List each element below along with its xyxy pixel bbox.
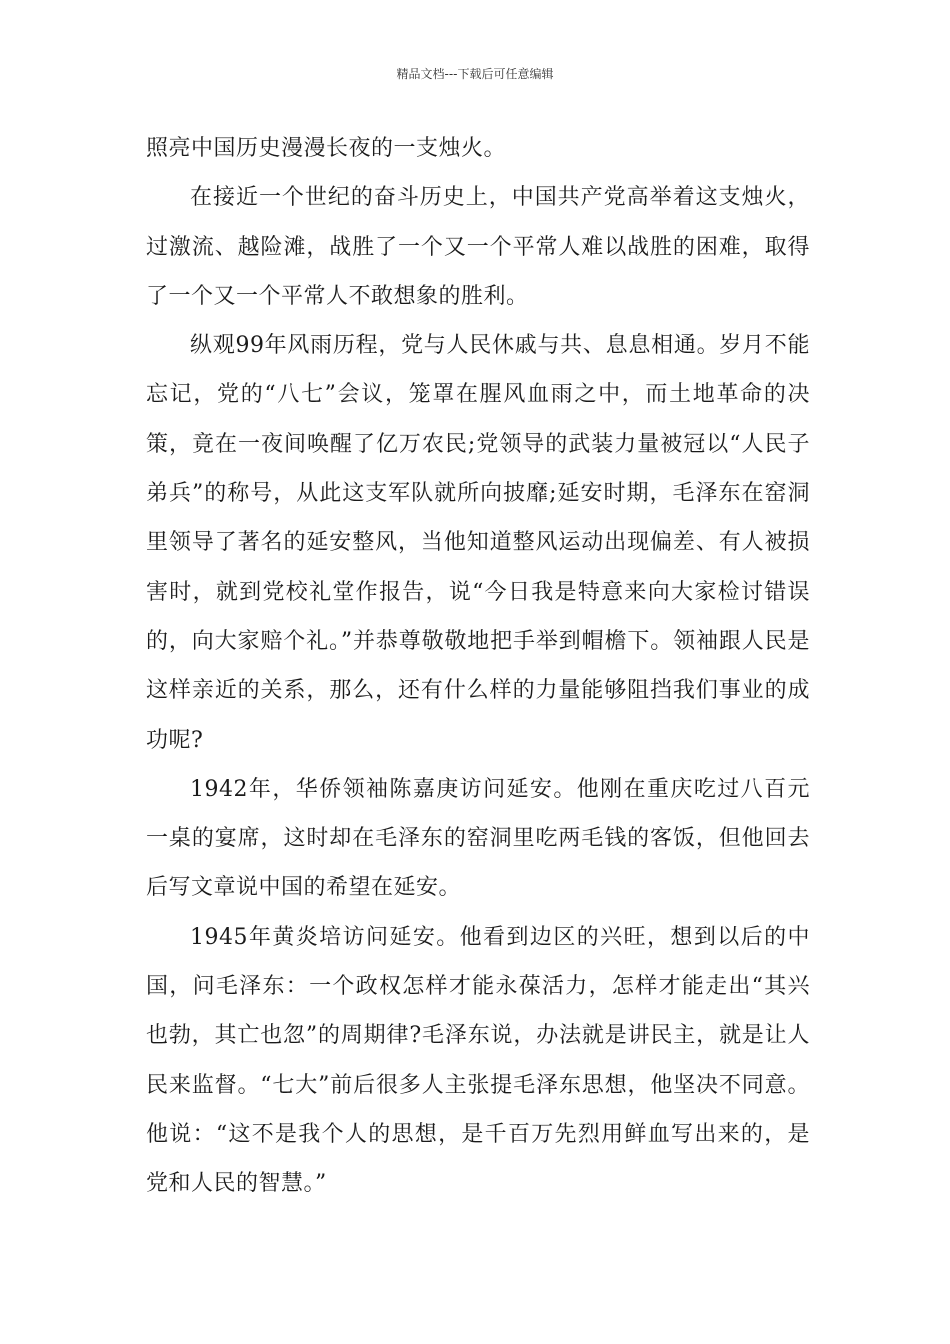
paragraph-99-years: 纵观99年风雨历程，党与人民休戚与共、息息相通。岁月不能忘记，党的“八七”会议，笼罩在腥风血雨之中，而土地革命的决策，竟在一夜间唤醒了亿万农民;党领导的武装力量被冠以“人民子弟兵”的称号，从此这支军队就所向披靡;延安时期，毛泽东在窑洞里领导了著名的延安整风，当他知道整风运动出现偏差、有人被损害时，就到党校礼堂作报告，说“今日我是特意来向大家检讨错误的，向大家赔个礼。”并恭尊敬敬地把手举到帽檐下。领袖跟人民是这样亲近的关系，那么，还有什么样的力量能够阻挡我们事业的成功呢? <box>146 333 810 753</box>
document-body <box>146 124 810 1209</box>
paragraph-continuation: 照亮中国历史漫漫长夜的一支烛火。 <box>146 136 507 161</box>
paragraph-1945: 1945年黄炎培访问延安。他看到边区的兴旺，想到以后的中国，问毛泽东：一个政权怎样才能永葆活力，怎样才能走出“其兴也勃，其亡也忽”的周期律?毛泽东说，办法就是讲民主，就是让人民来监督。“七大”前后很多人主张提毛泽东思想，他坚决不同意。他说：“这不是我个人的思想，是千百万先烈用鲜血写出来的，是党和人民的智慧。” <box>146 924 810 1197</box>
paragraph-1942: 1942年，华侨领袖陈嘉庚访问延安。他刚在重庆吃过八百元一桌的宴席，这时却在毛泽东的窑洞里吃两毛钱的客饭，但他回去后写文章说中国的希望在延安。 <box>146 776 810 901</box>
page-header: 精品文档---下载后可任意编辑 <box>396 67 554 81</box>
paragraph-torch: 在接近一个世纪的奋斗历史上，中国共产党高举着这支烛火，过激流、越险滩，战胜了一个又一个平常人难以战胜的困难，取得了一个又一个平常人不敢想象的胜利。 <box>146 185 810 309</box>
